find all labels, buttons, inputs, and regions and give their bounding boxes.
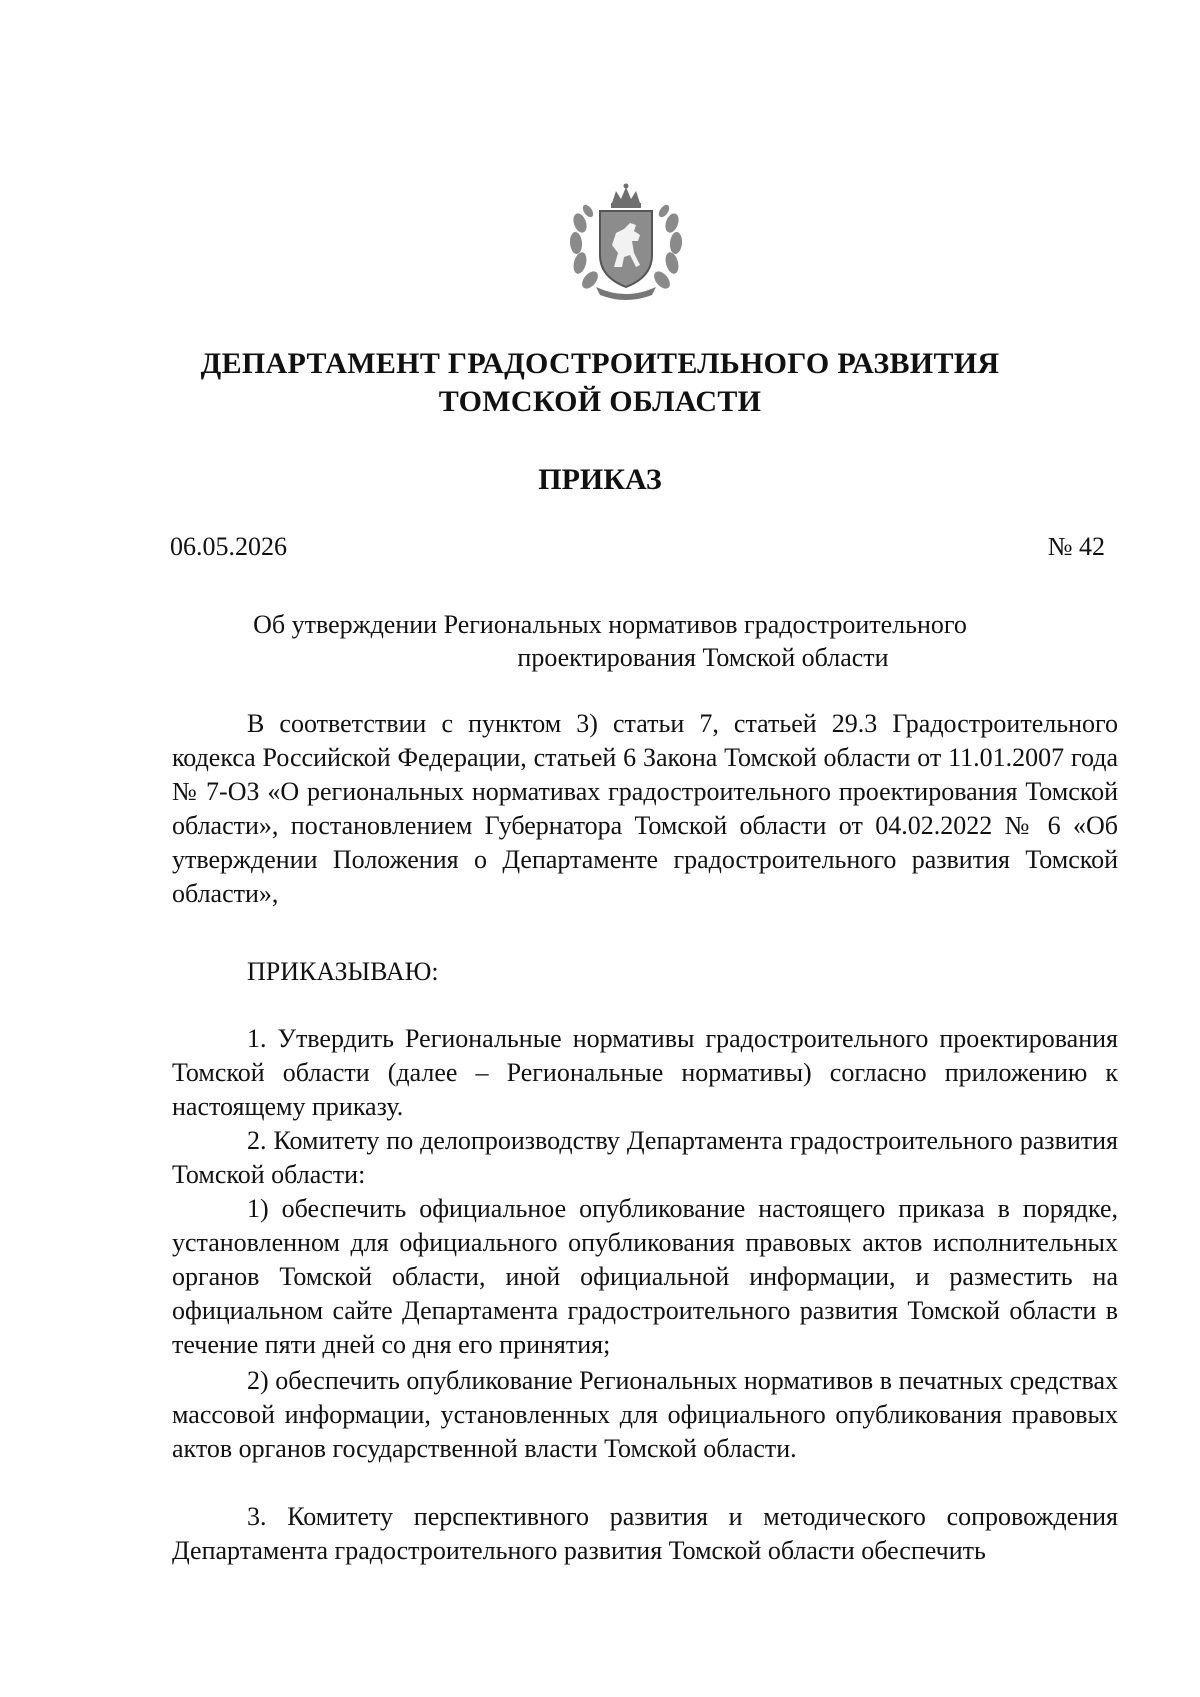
intro-text: В соответствии с пунктом 3) статьи 7, статьей 29.3 Градостроительного кодекса Российской Федерации, статьей 6 Закона Томской области от 11.01.2007 года № 7-ОЗ «О региональных нормативах градостроительного проектирования Томской области», постановлением Губернатора Томской области от 04.02.2022 № 6 «Об утверждении Положения о Департаменте градостроительного развития Томской области»,	[172, 709, 1118, 908]
item-2-text: 2. Комитету по делопроизводству Департамента градостроительного развития Томской области:	[172, 1126, 1118, 1189]
subject-line1: Об утверждении Региональных нормативов градостроительного	[253, 610, 967, 639]
tomsk-oblast-coat-of-arms-icon	[566, 183, 686, 301]
item-3	[172, 1500, 1118, 1568]
item-3-text: 3. Комитету перспективного развития и методического сопровождения Департамента градостроительного развития Томской области обеспечить	[172, 1502, 1118, 1565]
order-word: ПРИКАЗЫВАЮ:	[247, 957, 439, 986]
department-title-line1: ДЕПАРТАМЕНТ ГРАДОСТРОИТЕЛЬНОГО РАЗВИТИЯ	[200, 347, 1000, 380]
subject-line2: проектирования Томской области	[517, 643, 889, 672]
item-1	[172, 1022, 1118, 1124]
item-2-2	[172, 1364, 1118, 1466]
intro-paragraph	[172, 707, 1118, 911]
department-title-line2: ТОМСКОЙ ОБЛАСТИ	[438, 385, 762, 418]
item-2	[172, 1124, 1118, 1192]
item-2-2-text: 2) обеспечить опубликование Региональных нормативов в печатных средствах массовой информации, установленных для официального опубликования правовых актов органов государственной власти Томской области.	[172, 1366, 1118, 1463]
order-word-paragraph	[172, 955, 1118, 989]
item-2-1-text: 1) обеспечить официальное опубликование настоящего приказа в порядке, установленном для официального опубликования правовых актов исполнительных органов Томской области, иной официальной информации, и разместить на официальном сайте Департамента градостроительного развития Томской области в течение пяти дней со дня его принятия;	[172, 1194, 1118, 1359]
item-2-1	[172, 1192, 1118, 1362]
document-number: № 42	[1047, 532, 1105, 561]
document-date: 06.05.2026	[170, 532, 287, 561]
document-type: ПРИКАЗ	[538, 463, 662, 496]
item-1-text: 1. Утвердить Региональные нормативы градостроительного проектирования Томской области (далее – Региональные нормативы) согласно приложению к настоящему приказу.	[172, 1024, 1118, 1121]
